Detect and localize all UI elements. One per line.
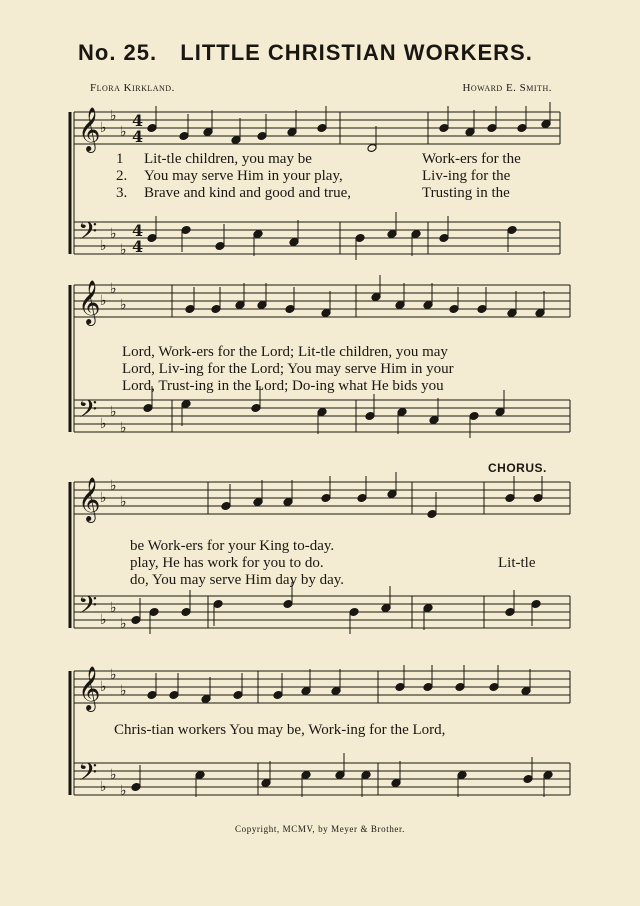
verse-3-line-2: Lord, Trust-ing in the Lord; Do-ing what He bids you [122,378,444,394]
flat-icon: ♭ [120,783,127,799]
flat-icon: ♭ [110,667,117,683]
composer-credit: Howard E. Smith. [462,82,552,94]
verse-2-line-1-end: Liv-ing for the [422,168,511,184]
flat-icon: ♭ [100,293,107,309]
treble-clef-icon: 𝄞 [78,477,101,521]
flat-icon: ♭ [110,600,117,616]
bass-clef-icon: 𝄢 [78,395,98,430]
flat-icon: ♭ [110,226,117,242]
flat-icon: ♭ [100,120,107,136]
hymn-name: LITTLE CHRISTIAN WORKERS. [180,40,533,65]
hymn-number: No. 25. [78,40,158,65]
chorus-label: CHORUS. [488,461,547,475]
bass-clef-icon: 𝄢 [78,758,98,793]
verse-1-line-1: Lit-tle children, you may be [144,151,312,167]
time-signature: 4 [132,127,144,146]
lyricist-credit: Flora Kirkland. [90,82,175,94]
flat-icon: ♭ [110,478,117,494]
verse-1-line-2: Lord, Work-ers for the Lord; Lit-tle children, you may [122,344,448,360]
verse-3-number: 3. [116,185,128,201]
treble-clef-icon: 𝄞 [78,666,101,710]
verse-2-line-3: play, He has work for you to do. [130,555,324,571]
flat-icon: ♭ [120,616,127,632]
verse-3-line-3: do, You may serve Him day by day. [130,572,345,588]
flat-icon: ♭ [120,124,127,140]
bass-clef-icon: 𝄢 [78,217,98,252]
flat-icon: ♭ [110,108,117,124]
verse-1-line-3: be Work-ers for your King to-day. [130,538,335,554]
flat-icon: ♭ [100,779,107,795]
verse-2-number: 2. [116,168,128,184]
treble-clef-icon: 𝄞 [78,107,101,151]
flat-icon: ♭ [120,494,127,510]
verse-2-line-2: Lord, Liv-ing for the Lord; You may serve Him in your [122,361,454,377]
flat-icon: ♭ [100,238,107,254]
time-signature: 4 [132,237,144,256]
verse-2-line-1: You may serve Him in your play, [144,168,343,184]
flat-icon: ♭ [100,490,107,506]
treble-clef-icon: 𝄞 [78,280,101,324]
verse-3-line-1: Brave and kind and good and true, [144,185,352,201]
flat-icon: ♭ [110,281,117,297]
verse-1-line-1-end: Work-ers for the [422,151,521,167]
flat-icon: ♭ [120,242,127,258]
flat-icon: ♭ [100,416,107,432]
chorus-lyric-start: Lit-tle [498,555,536,571]
flat-icon: ♭ [120,297,127,313]
bass-clef-icon: 𝄢 [78,591,98,626]
verse-1-number: 1 [116,151,124,167]
verse-3-line-1-end: Trusting in the [422,185,510,201]
flat-icon: ♭ [120,420,127,436]
chorus-line-1: Chris-tian workers You may be, Work-ing for the Lord, [114,722,446,738]
flat-icon: ♭ [100,612,107,628]
time-signature: 4 [132,111,144,130]
flat-icon: ♭ [100,679,107,695]
copyright-notice: Copyright, MCMV, by Meyer & Brother. [235,824,405,834]
flat-icon: ♭ [110,767,117,783]
flat-icon: ♭ [120,683,127,699]
time-signature: 4 [132,221,144,240]
flat-icon: ♭ [110,404,117,420]
